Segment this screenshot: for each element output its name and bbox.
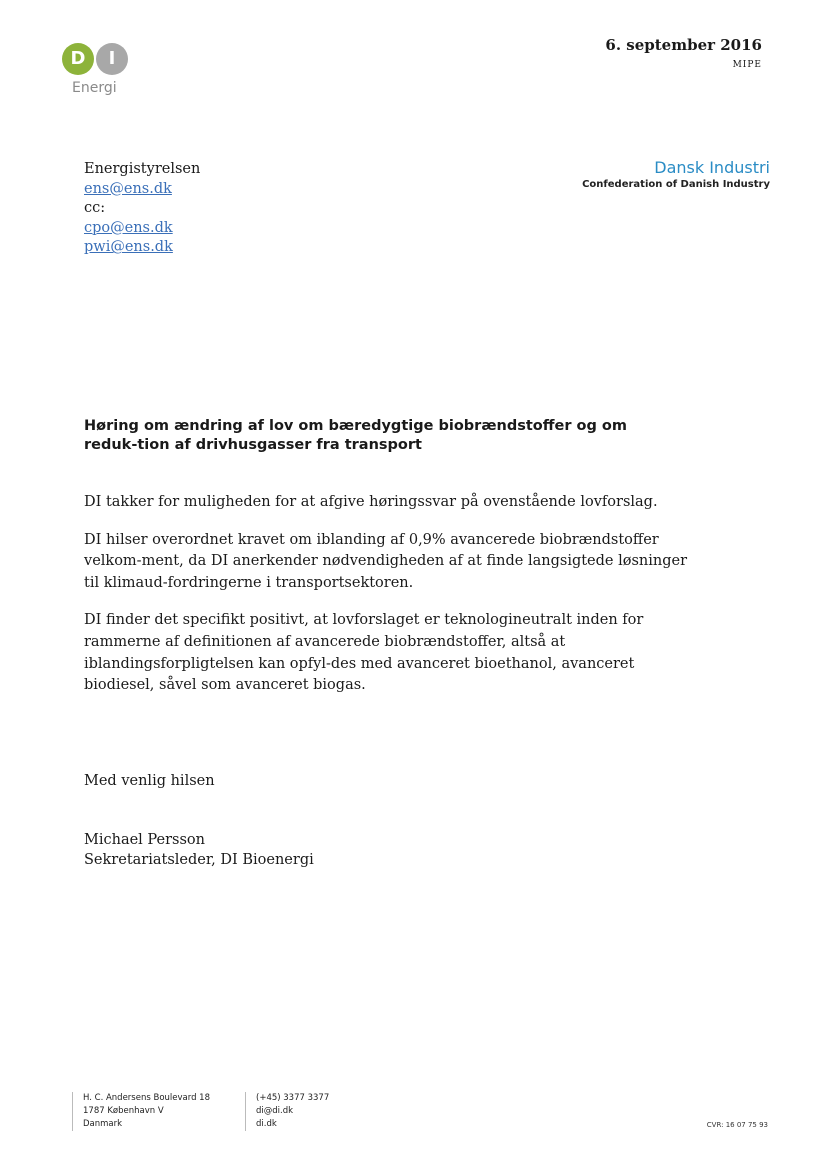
- footer-address-line-1: H. C. Andersens Boulevard 18: [83, 1093, 210, 1103]
- logo-i-circle: I: [96, 43, 128, 75]
- recipient-block: [84, 160, 200, 258]
- footer-contact: [245, 1092, 329, 1131]
- cc-label: cc:: [84, 200, 106, 217]
- signature-block: [84, 830, 314, 870]
- di-energi-logo: [62, 43, 132, 101]
- footer-website[interactable]: di.dk: [256, 1119, 277, 1129]
- closing-salutation: Med venlig hilsen: [84, 773, 215, 789]
- letter-subject: Høring om ændring af lov om bæredygtige biobrændstoffer og om reduk-tion af drivhusgasser fra transport: [84, 418, 627, 453]
- sender-subtitle: Confederation of Danish Industry: [582, 179, 770, 190]
- logo-subtext: Energi: [72, 80, 117, 96]
- body-paragraph-1: DI takker for muligheden for at afgive høringssvar på ovenstående lovforslag.: [84, 494, 658, 510]
- signer-name: Michael Persson: [84, 832, 205, 848]
- sender-block: [582, 158, 770, 190]
- cc-email-link-2[interactable]: pwi@ens.dk: [84, 239, 173, 256]
- logo-d-circle: D: [62, 43, 94, 75]
- sender-name: Dansk Industri: [654, 158, 770, 177]
- body-paragraph-3: DI finder det specifikt positivt, at lovforslaget er teknologineutralt inden for rammerne af definitionen af avancerede biobrændstoffer, altså at iblandingsforpligtelsen kan opfyl-des med avanceret bioethanol, avanceret biodiesel, såvel som avanceret biogas.: [84, 612, 644, 694]
- footer-email[interactable]: di@di.dk: [256, 1106, 294, 1116]
- letter-date: 6. september 2016: [605, 36, 762, 54]
- recipient-email-link[interactable]: ens@ens.dk: [84, 180, 172, 197]
- footer-address: [72, 1092, 210, 1131]
- footer-address-line-2: 1787 København V: [83, 1106, 164, 1116]
- recipient-name: Energistyrelsen: [84, 161, 201, 177]
- footer-address-line-3: Danmark: [83, 1119, 123, 1129]
- cc-email-link-1[interactable]: cpo@ens.dk: [84, 219, 173, 236]
- footer-phone: (+45) 3377 3377: [256, 1093, 330, 1103]
- body-paragraph-2: DI hilser overordnet kravet om iblanding af 0,9% avancerede biobrændstoffer velkom-ment, da DI anerkender nødvendigheden af at finde langsigtede løsninger til klimaud-fordringerne i transportsektoren.: [84, 531, 688, 591]
- signer-title: Sekretariatsleder, DI Bioenergi: [84, 852, 314, 868]
- footer-cvr: CVR: 16 07 75 93: [706, 1121, 768, 1129]
- letter-body: [84, 492, 694, 713]
- letter-reference: MIPE: [732, 60, 762, 70]
